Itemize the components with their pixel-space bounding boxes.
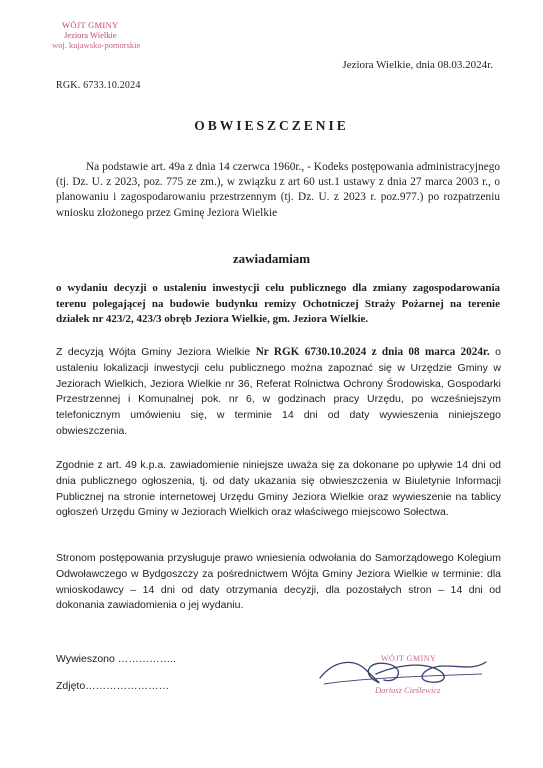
reference-number: RGK. 6733.10.2024 <box>56 80 141 91</box>
decision-lead-text: Z decyzją Wójta Gminy Jeziora Wielkie <box>56 346 256 358</box>
notification-heading: zawiadamiam <box>232 251 311 266</box>
posted-date-line: Wywieszono …………….. <box>56 653 177 665</box>
signature-stamp-title: WÓJT GMINY <box>381 654 437 663</box>
stamp-line-1: WÓJT GMINY <box>62 20 119 30</box>
office-stamp <box>52 20 140 50</box>
place-and-date: Jeziora Wielkie, dnia 08.03.2024r. <box>342 59 493 71</box>
legal-basis-paragraph: Na podstawie art. 49a z dnia 14 czerwca 1960r., - Kodeks postępowania administracyjnego (tj. Dz. U. z 2023, poz. 775 ze zm.), w związku z art 60 ust.1 ustawy z dnia 27 marca 2003 r., o planowaniu i zagospodarowaniu przestrzennym (tj. Dz. U. z 2023 r. poz.977.) po rozpatrzeniu wniosku złożonego przez Gminę Jeziora Wielkie <box>56 161 500 219</box>
document-title: OBWIESZCZENIE <box>194 118 349 133</box>
stamp-line-2: Jeziora Wielkie <box>64 30 117 40</box>
signature-stamp-name: Dariusz Cieślewicz <box>375 685 441 695</box>
stamp-line-3: woj. kujawsko-pomorskie <box>52 40 141 50</box>
decision-access-paragraph <box>56 345 501 440</box>
appeal-rights-paragraph: Stronom postępowania przysługuje prawo wniesienia odwołania do Samorządowego Kolegium Odwoławczego w Bydgoszczy za pośrednictwem Wójta Gminy Jeziora Wielkie w terminie: dla wnioskodawcy – 14 dni od daty otrzymania decyzji, dla pozostałych stron – 14 dni od dokonania zawiadomienia o jej wydaniu. <box>56 552 501 612</box>
decision-subject: o wydaniu decyzji o ustaleniu inwestycji celu publicznego dla zmiany zagospodarowania terenu polegającej na budowie budynku remizy Ochotniczej Straży Pożarnej na terenie działek nr 423/2, 423/3 obręb Jeziora Wielkie, gm. Jeziora Wielkie. <box>56 282 500 325</box>
decision-access-text: o ustaleniu lokalizacji inwestycji celu publicznego można zapoznać się w Urzędzie Gminy w Jeziorach Wielkich, Jeziora Wielkie nr 36, Referat Rolnictwa Ochrony Środowiska, Gospodarki Przestrzennej i Komunalnej pok. nr 6, w godzinach pracy Urzędu, po wcześniejszym telefonicznym umówieniu się, w terminie 14 dni od daty wywieszenia niniejszego obwieszczenia. <box>56 346 501 437</box>
notification-effect-paragraph: Zgodnie z art. 49 k.p.a. zawiadomienie niniejsze uważa się za dokonane po upływie 14 dni od dnia publicznego ogłoszenia, tj. od daty ukazania się obwieszczenia w Biuletynie Informacji Publicznej na stronie internetowej Urzędu Gminy Jeziora Wielkie oraz wywieszenie na tablicy ogłoszeń Urzędu Gminy w Jeziorach Wielkich oraz właściwego miejscowo Sołectwa. <box>56 459 501 519</box>
removed-date-line: Zdjęto…………………… <box>56 680 170 692</box>
decision-number: Nr RGK 6730.10.2024 z dnia 08 marca 2024r. <box>255 346 490 358</box>
